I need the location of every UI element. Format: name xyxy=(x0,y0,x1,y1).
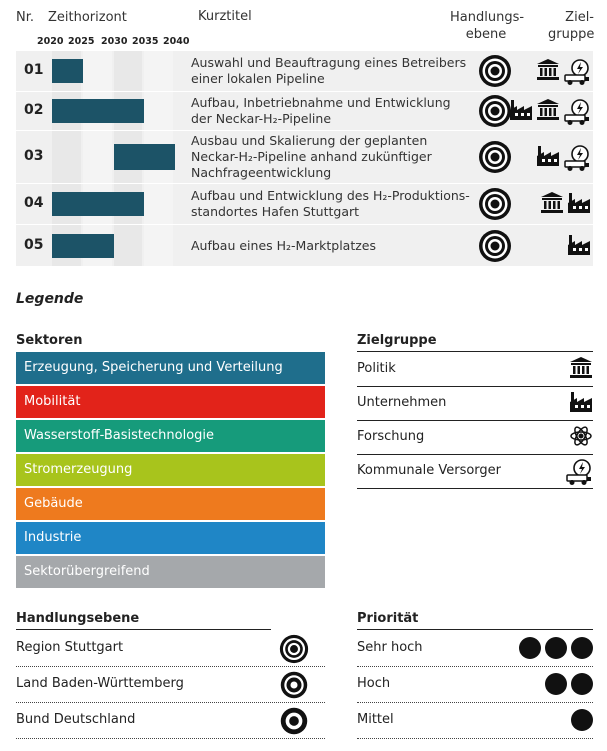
measure-title xyxy=(191,133,432,181)
zielgruppe-label: Kommunale Versorger xyxy=(357,463,502,478)
measure-title-line: Nachfrageentwicklung xyxy=(191,165,332,180)
kommunal-icon xyxy=(563,58,591,90)
kommunal-icon xyxy=(565,458,593,500)
handlungsebene-item xyxy=(16,630,325,667)
handlungsebene-label: Region Stuttgart xyxy=(16,640,124,655)
politik-icon xyxy=(540,191,564,217)
measure-number: 01 xyxy=(24,62,44,78)
timeline-cell xyxy=(52,131,81,183)
measure-title xyxy=(191,238,376,254)
zielgruppe-icons xyxy=(540,191,591,217)
timeline-cell xyxy=(83,131,112,183)
timeline-cell xyxy=(114,225,143,266)
prioritaet-item xyxy=(357,702,593,739)
measure-title xyxy=(191,188,470,220)
zielgruppe-item xyxy=(357,352,593,387)
bund-icon xyxy=(279,706,309,751)
sector-item: Erzeugung, Speicherung und Verteilung xyxy=(16,352,325,384)
kommunal-icon xyxy=(563,98,591,130)
priority-dot-icon xyxy=(545,673,567,695)
measure-title xyxy=(191,95,451,127)
timeline-cell xyxy=(144,51,173,91)
zielgruppe-icons xyxy=(536,144,591,176)
measure-row xyxy=(16,92,593,130)
prioritaet-item xyxy=(357,666,593,703)
prioritaet-label: Sehr hoch xyxy=(357,640,423,655)
timeline-bar xyxy=(52,192,144,216)
measure-title-line: Neckar-H₂-Pipeline anhand zukünftiger xyxy=(191,149,432,164)
timeline-bar xyxy=(52,59,83,83)
legend-title: Legende xyxy=(16,291,84,307)
unternehmen-icon xyxy=(536,144,560,176)
year-label: 2030 xyxy=(101,36,128,47)
zielgruppe-label: Forschung xyxy=(357,429,425,444)
handlungsebene-item xyxy=(16,666,325,703)
measure-title-line: Aufbau, Inbetriebnahme und Entwicklung xyxy=(191,95,451,110)
timeline-cell xyxy=(83,51,112,91)
handlungsebene-title: Handlungsebene xyxy=(16,611,140,626)
measure-row xyxy=(16,225,593,266)
header-kurztitel: Kurztitel xyxy=(198,9,252,24)
zielgruppe-label: Unternehmen xyxy=(357,395,447,410)
sector-item: Sektorübergreifend xyxy=(16,556,325,588)
zielgruppe-title: Zielgruppe xyxy=(357,333,437,348)
unternehmen-icon xyxy=(567,233,591,259)
year-label: 2035 xyxy=(132,36,159,47)
timeline-bar xyxy=(52,234,114,258)
handlungsebene-label: Bund Deutschland xyxy=(16,712,136,727)
measure-row xyxy=(16,51,593,91)
timeline-cell xyxy=(144,92,173,130)
sector-item: Wasserstoff-Basistechnologie xyxy=(16,420,325,452)
region-icon xyxy=(478,140,512,178)
measure-title-line: Ausbau und Skalierung der geplanten xyxy=(191,133,428,148)
prioritaet-dots xyxy=(571,709,593,731)
priority-dot-icon xyxy=(571,709,593,731)
zielgruppe-icons xyxy=(536,58,591,90)
region-icon xyxy=(478,187,512,225)
year-label: 2025 xyxy=(68,36,95,47)
measure-number: 03 xyxy=(24,148,44,164)
prioritaet-label: Hoch xyxy=(357,676,391,691)
measure-title-line: Aufbau und Entwicklung des H₂-Produktions- xyxy=(191,188,470,203)
region-icon xyxy=(478,94,512,132)
priority-dot-icon xyxy=(571,673,593,695)
year-label: 2040 xyxy=(163,36,190,47)
zielgruppe-item xyxy=(357,420,593,455)
prioritaet-title: Priorität xyxy=(357,611,419,626)
year-label: 2020 xyxy=(37,36,64,47)
region-icon xyxy=(478,54,512,92)
measure-title-line: standortes Hafen Stuttgart xyxy=(191,204,360,219)
sector-item: Mobilität xyxy=(16,386,325,418)
timeline-bar xyxy=(114,144,176,170)
measure-title-line: der Neckar-H₂-Pipeline xyxy=(191,111,332,126)
timeline-cell xyxy=(144,225,173,266)
timeline-bar xyxy=(52,99,144,123)
measure-number: 02 xyxy=(24,102,44,118)
unternehmen-icon xyxy=(509,98,533,130)
politik-icon xyxy=(536,58,560,90)
zielgruppe-icons xyxy=(567,233,591,259)
prioritaet-label: Mittel xyxy=(357,712,394,727)
prioritaet-dots xyxy=(519,637,593,659)
handlungsebene-item xyxy=(16,702,325,739)
politik-icon xyxy=(536,98,560,130)
timeline-cell xyxy=(144,184,173,224)
priority-dot-icon xyxy=(519,637,541,659)
measure-title-line: Aufbau eines H₂-Marktplatzes xyxy=(191,237,377,253)
zielgruppe-item xyxy=(357,386,593,421)
zielgruppe-icons xyxy=(509,98,591,130)
handlungsebene-label: Land Baden-Württemberg xyxy=(16,676,184,691)
sector-item: Gebäude xyxy=(16,488,325,520)
measure-row xyxy=(16,131,593,183)
measure-row xyxy=(16,184,593,224)
measure-number: 04 xyxy=(24,195,44,211)
sector-item: Stromerzeugung xyxy=(16,454,325,486)
prioritaet-dots xyxy=(545,673,593,695)
unternehmen-icon xyxy=(567,191,591,217)
header-zielgruppe: Ziel- gruppe xyxy=(548,10,595,42)
prioritaet-item xyxy=(357,630,593,667)
measure-number: 05 xyxy=(24,236,44,253)
measure-title xyxy=(191,55,466,87)
kommunal-icon xyxy=(563,144,591,176)
priority-dot-icon xyxy=(545,637,567,659)
header-zeithorizont: Zeithorizont xyxy=(48,10,127,25)
sektoren-title: Sektoren xyxy=(16,333,83,348)
region-icon xyxy=(478,229,512,267)
zielgruppe-label: Politik xyxy=(357,361,396,376)
measure-title-line: einer lokalen Pipeline xyxy=(191,71,325,86)
header-nr: Nr. xyxy=(16,10,35,25)
header-handlungsebene: Handlungs- ebene xyxy=(450,10,525,42)
timeline-cell xyxy=(114,51,143,91)
priority-dot-icon xyxy=(571,637,593,659)
measure-title-line: Auswahl und Beauftragung eines Betreibers xyxy=(191,55,467,70)
sector-item: Industrie xyxy=(16,522,325,554)
zielgruppe-item xyxy=(357,454,593,489)
